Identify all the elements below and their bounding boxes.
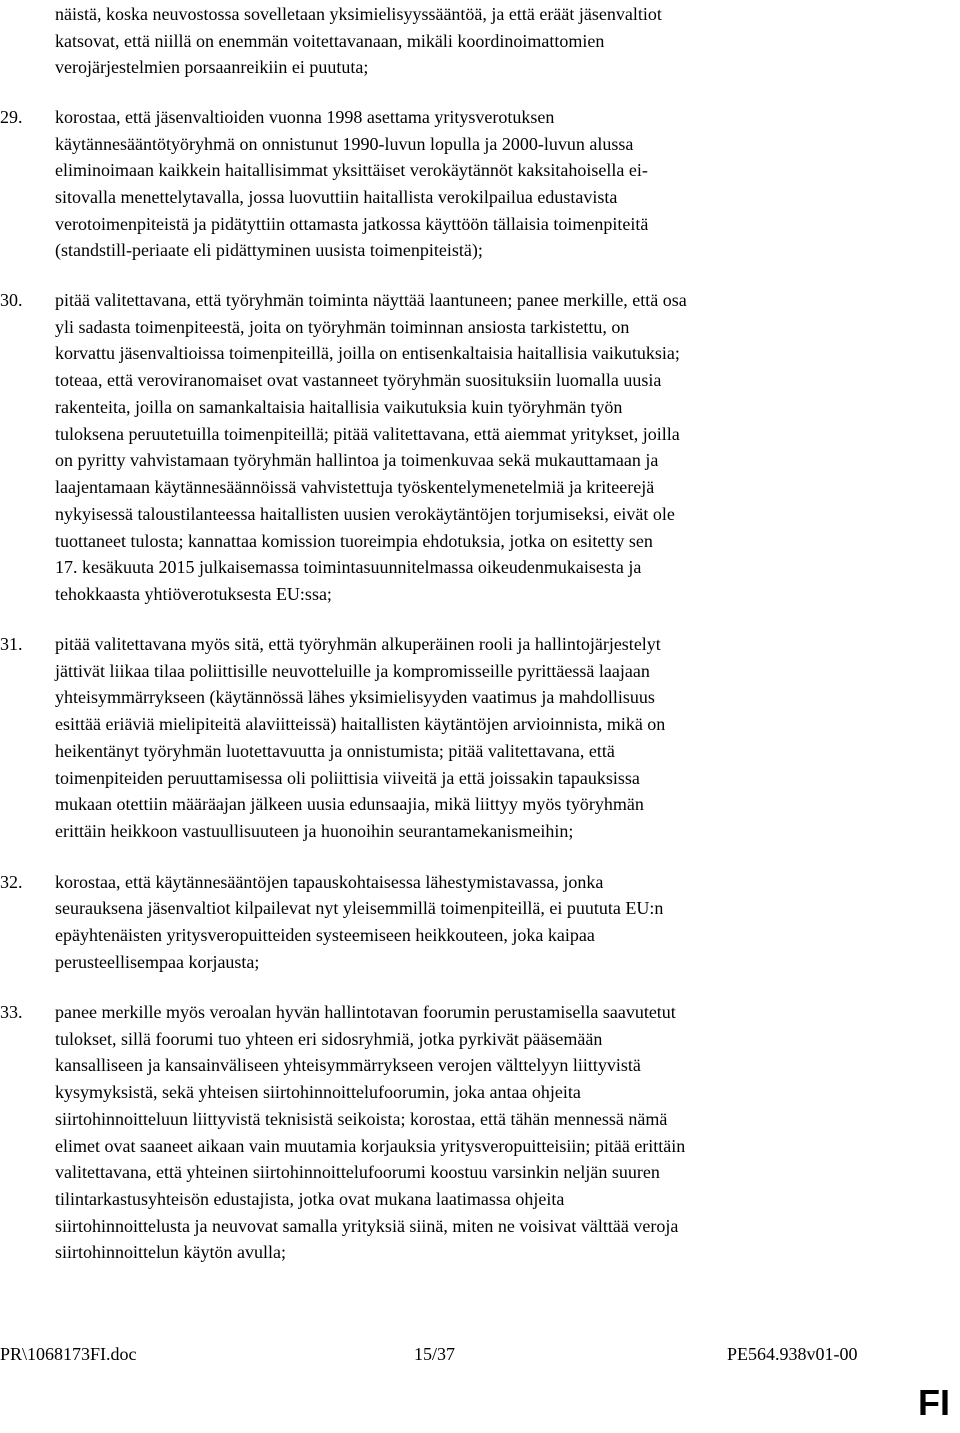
paragraph-line: korostaa, että jäsenvaltioiden vuonna 1998 asettama yritysverotuksen — [55, 107, 555, 127]
paragraph-line: sitovalla menettelytavalla, jossa luovuttiin haitallista verokilpailua edustavista — [55, 187, 618, 207]
footer-page-number: 15/37 — [414, 1344, 456, 1364]
paragraph-line: korostaa, että käytännesääntöjen tapauskohtaisessa lähestymistavassa, jonka — [55, 872, 604, 892]
paragraph-line: siirtohinnoittelusta ja neuvovat samalla yrityksiä siinä, miten ne voisivat välttää veroja — [55, 1216, 679, 1236]
paragraph-line: mukaan otettiin määräajan jälkeen uusia edunsaajia, mikä liittyy myös työryhmän — [55, 794, 644, 814]
paragraph-line: tehokkaasta yhtiöverotuksesta EU:ssa; — [55, 584, 332, 604]
paragraph-line: epäyhtenäisten yritysveropuitteiden systeemiseen heikkouteen, joka kaipaa — [55, 925, 595, 945]
paragraph-line: pitää valitettavana myös sitä, että työryhmän alkuperäinen rooli ja hallintojärjestelyt — [55, 634, 661, 654]
paragraph-line: tuottaneet tulosta; kannattaa komission tuoreimpia ehdotuksia, jotka on esitetty sen — [55, 531, 653, 551]
footer-doc-ref: PR\1068173FI.doc — [0, 1344, 137, 1364]
paragraph-line: siirtohinnoitteluun liittyvistä teknisistä seikoista; korostaa, että tähän mennessä nämä — [55, 1109, 668, 1129]
language-code: FI — [918, 1382, 950, 1423]
paragraph-number: 30. — [0, 290, 23, 310]
paragraph-line: nykyisessä taloustilanteessa haitallisten uusien verokäytäntöjen torjumiseksi, eivät ole — [55, 504, 675, 524]
intro-line: näistä, koska neuvostossa sovelletaan yksimielisyyssääntöä, ja että eräät jäsenvaltiot — [55, 4, 662, 24]
paragraph-number: 31. — [0, 634, 23, 654]
paragraph-line: kysymyksistä, sekä yhteisen siirtohinnoittelufoorumin, joka antaa ohjeita — [55, 1082, 581, 1102]
paragraph-line: laajentamaan käytännesäännöissä vahvistettuja työskentelymenetelmiä ja kriteerejä — [55, 477, 655, 497]
paragraph-line: tilintarkastusyhteisön edustajista, jotka ovat mukana laatimassa ohjeita — [55, 1189, 565, 1209]
paragraph-line: seurauksena jäsenvaltiot kilpailevat nyt yleisemmillä toimenpiteillä, ei puututa EU:n — [55, 898, 664, 918]
paragraph-line: yli sadasta toimenpiteestä, joita on työryhmän toiminnan ansiosta tarkistettu, on — [55, 317, 630, 337]
intro-line: verojärjestelmien porsaanreikiin ei puututa; — [55, 57, 369, 77]
paragraph-number: 29. — [0, 107, 23, 127]
paragraph-line: tulokset, sillä foorumi tuo yhteen eri sidosryhmiä, jotka pyrkivät pääsemään — [55, 1029, 603, 1049]
paragraph-line: korvattu jäsenvaltioissa toimenpiteillä, joilla on entisenkaltaisia haitallisia vaikutuksia; — [55, 343, 680, 363]
paragraph-line: jättivät liikaa tilaa poliittisille neuvotteluille ja kompromisseille pyrittäessä laajaan — [55, 661, 650, 681]
paragraph-line: valitettavana, että yhteinen siirtohinnoittelufoorumi koostuu varsinkin neljän suuren — [55, 1162, 660, 1182]
paragraph-line: erittäin heikkoon vastuullisuuteen ja huonoihin seurantamekanismeihin; — [55, 821, 574, 841]
paragraph-line: (standstill-periaate eli pidättyminen uusista toimenpiteistä); — [55, 240, 483, 260]
paragraph-line: yhteisymmärrykseen (käytännössä lähes yksimielisyyden vaatimus ja mahdollisuus — [55, 687, 655, 707]
intro-line: katsovat, että niillä on enemmän voitettavanaan, mikäli koordinoimattomien — [55, 31, 605, 51]
paragraph-line: panee merkille myös veroalan hyvän hallintotavan foorumin perustamisella saavutetut — [55, 1002, 676, 1022]
paragraph-line: pitää valitettavana, että työryhmän toiminta näyttää laantuneen; panee merkille, että osa — [55, 290, 687, 310]
paragraph-line: käytännesääntötyöryhmä on onnistunut 1990-luvun lopulla ja 2000-luvun alussa — [55, 134, 634, 154]
paragraph-line: perusteellisempaa korjausta; — [55, 952, 260, 972]
paragraph-line: toimenpiteiden peruuttamisessa oli poliittisia viiveitä ja että joissakin tapauksissa — [55, 768, 640, 788]
footer-version: PE564.938v01-00 — [727, 1344, 858, 1364]
paragraph-line: rakenteita, joilla on samankaltaisia haitallisia vaikutuksia kuin työryhmän työn — [55, 397, 623, 417]
paragraph-line: tuloksena peruutetuilla toimenpiteillä; pitää valitettavana, että aiemmat yritykset, joilla — [55, 424, 680, 444]
paragraph-number: 33. — [0, 1002, 23, 1022]
paragraph-line: heikentänyt työryhmän luotettavuutta ja onnistumista; pitää valitettavana, että — [55, 741, 615, 761]
paragraph-line: toteaa, että veroviranomaiset ovat vastanneet työryhmän suosituksiin luomalla uusia — [55, 370, 662, 390]
paragraph-line: verotoimenpiteistä ja pidätyttiin ottamasta jatkossa käyttöön tällaisia toimenpiteitä — [55, 214, 649, 234]
paragraph-number: 32. — [0, 872, 23, 892]
paragraph-line: elimet ovat saaneet aikaan vain muutamia korjauksia yritysveropuitteisiin; pitää erittäin — [55, 1136, 686, 1156]
paragraph-line: siirtohinnoittelun käytön avulla; — [55, 1242, 286, 1262]
paragraph-line: esittää eriäviä mielipiteitä alaviitteissä) haitallisten käytäntöjen arvioinnista, mikä on — [55, 714, 666, 734]
paragraph-line: eliminoimaan kaikkein haitallisimmat yksittäiset verokäytännöt kaksitahoisella ei- — [55, 160, 648, 180]
paragraph-line: 17. kesäkuuta 2015 julkaisemassa toimintasuunnitelmassa oikeudenmukaisesta ja — [55, 557, 642, 577]
paragraph-line: kansalliseen ja kansainväliseen yhteisymmärrykseen verojen välttelyyn liittyvistä — [55, 1055, 641, 1075]
paragraph-line: on pyritty vahvistamaan työryhmän hallintoa ja toimenkuvaa sekä mukauttamaan ja — [55, 450, 659, 470]
